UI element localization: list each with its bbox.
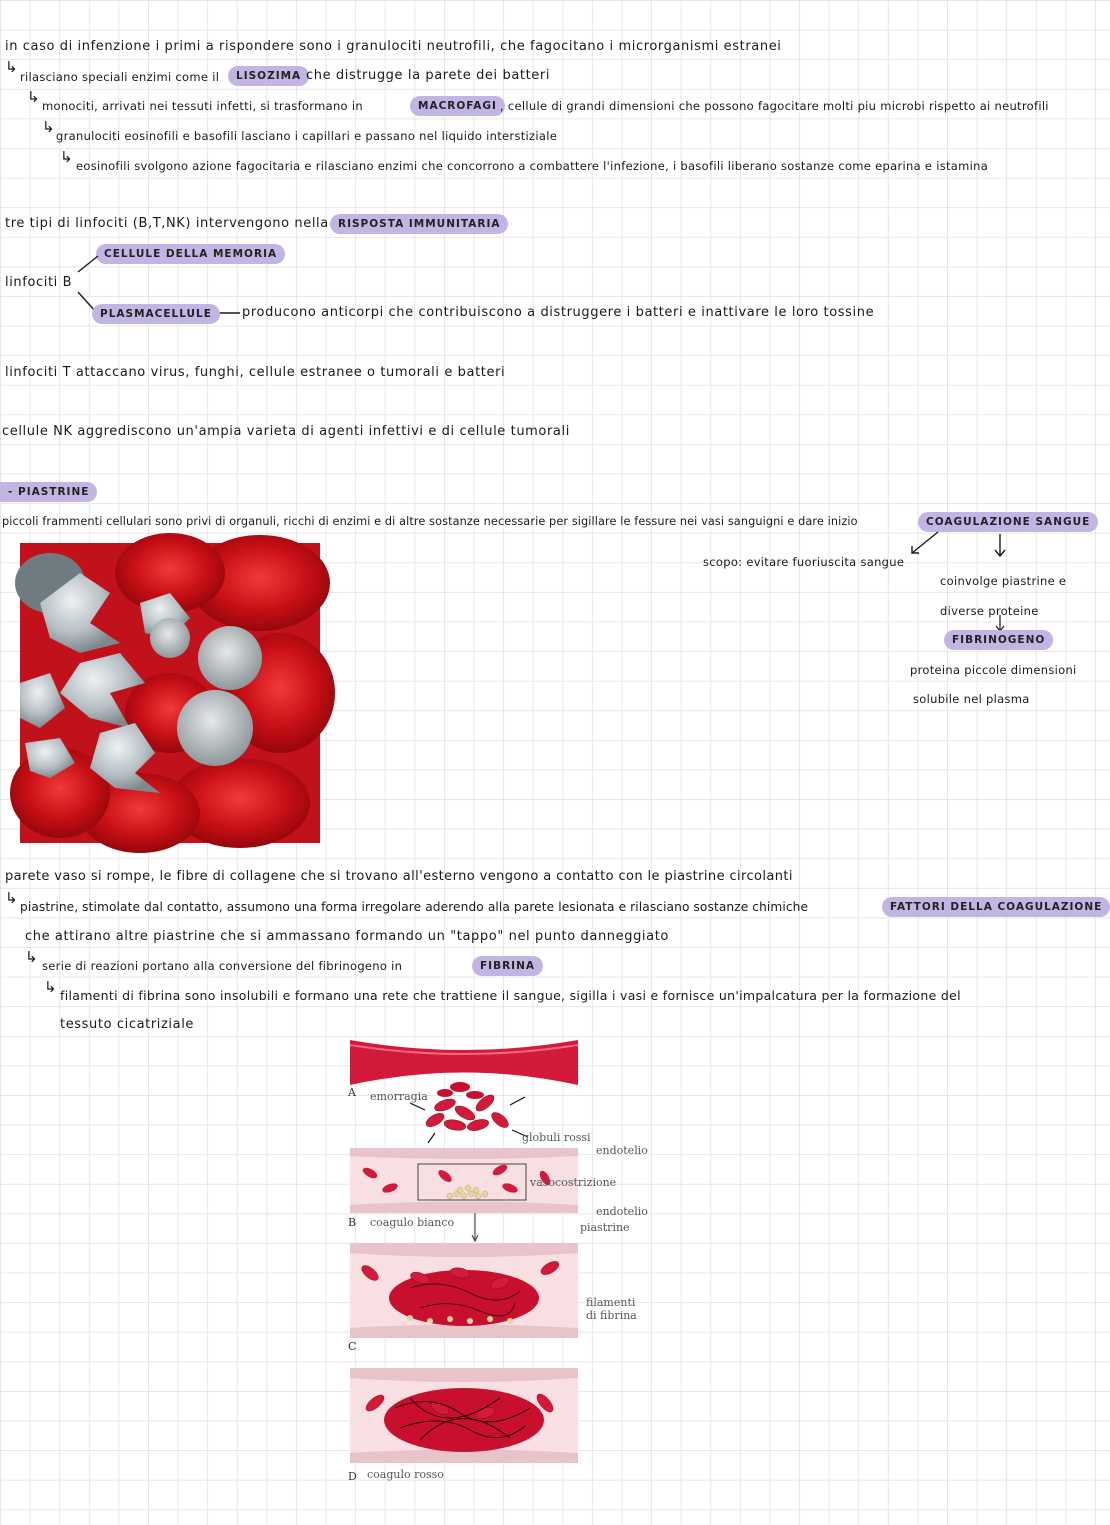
text-coinvolge: coinvolge piastrine e <box>940 574 1067 588</box>
text-line-18: piastrine, stimolate dal contatto, assumono una forma irregolare aderendo alla parete lesionata e rilasciano sostanze chimiche <box>20 900 809 914</box>
text-line-17: parete vaso si rompe, le fibre di collagene che si trovano all'esterno vengono a contatto con le piastrine circolanti <box>5 869 793 884</box>
arrow-icon: ↳ <box>60 148 73 166</box>
text-solubile: solubile nel plasma <box>913 692 1030 706</box>
pill-macrofagi: MACROFAGI <box>410 96 505 116</box>
text-proteina: proteina piccole dimensioni <box>910 663 1077 677</box>
text-line-6: tre tipi di linfociti (B,T,NK) intervengono nella <box>5 216 329 231</box>
arrow-icon: ↳ <box>5 58 18 76</box>
pill-fattori-coagulazione: FATTORI DELLA COAGULAZIONE <box>882 897 1110 917</box>
coag-arrows <box>0 0 1080 700</box>
text-line-3a: monociti, arrivati nei tessuti infetti, si trasformano in <box>42 99 363 113</box>
label-d: D <box>348 1470 357 1483</box>
text-line-21: filamenti di fibrina sono insolubili e formano una rete che trattiene il sangue, sigilla i vasi e fornisce un'impalcatura per la formazione del <box>60 988 961 1003</box>
text-line-19: che attirano altre piastrine che si ammassano formando un "tappo" nel punto danneggiato <box>25 929 669 944</box>
arrow-icon: ↳ <box>27 88 40 106</box>
label-endotelio-2: endotelio <box>596 1205 648 1218</box>
text-line-9: linfociti T attaccano virus, funghi, cellule estranee o tumorali e batteri <box>5 365 506 380</box>
label-a: A <box>348 1086 356 1099</box>
panel-d-red-clot <box>350 1368 578 1463</box>
label-c: C <box>348 1340 357 1353</box>
pill-lisozima: LISOZIMA <box>228 66 309 86</box>
label-emorragia: emorragia <box>370 1090 428 1103</box>
pill-fibrinogeno: FIBRINOGENO <box>944 630 1053 650</box>
pill-cellule-memoria: CELLULE DELLA MEMORIA <box>96 244 285 264</box>
arrow-icon: ↳ <box>42 118 55 136</box>
pill-piastrine-heading: - PIASTRINE <box>0 482 97 502</box>
label-coagulo-bianco: coagulo bianco <box>370 1216 455 1229</box>
arrow-icon: ↳ <box>5 889 18 907</box>
text-scopo: scopo: evitare fuoriuscita sangue <box>703 555 905 569</box>
label-piastrine: piastrine <box>580 1221 630 1234</box>
text-line-1: in caso di infenzione i primi a rispondere sono i granulociti neutrofili, che fagocitano i microrganismi estranei <box>5 39 782 54</box>
text-line-22: tessuto cicatriziale <box>60 1017 195 1032</box>
text-diverse-proteine: diverse proteine <box>940 604 1039 618</box>
text-line-8: producono anticorpi che contribuiscono a distruggere i batteri e inattivare le loro tossine <box>242 305 875 320</box>
text-line-2b: che distrugge la parete dei batteri <box>306 68 551 83</box>
label-endotelio-1: endotelio <box>596 1144 648 1157</box>
label-globuli-rossi: globuli rossi <box>522 1131 591 1144</box>
text-line-11: piccoli frammenti cellulari sono privi di organuli, ricchi di enzimi e di altre sostanze necessarie per sigillare le fessure nei vasi sanguigni e dare inizio <box>2 515 858 528</box>
label-filamenti-1: filamenti <box>586 1296 636 1309</box>
text-linfociti-b: linfociti B <box>5 275 73 290</box>
pill-coagulazione-sangue: COAGULAZIONE SANGUE <box>918 512 1098 532</box>
panel-c-fibrin <box>350 1243 578 1338</box>
text-line-4: granulociti eosinofili e basofili lasciano i capillari e passano nel liquido interstiziale <box>56 129 558 143</box>
pill-plasmacellule: PLASMACELLULE <box>92 304 220 324</box>
label-b: B <box>348 1216 357 1229</box>
pill-fibrina: FIBRINA <box>472 956 543 976</box>
label-coagulo-rosso: coagulo rosso <box>367 1468 444 1481</box>
arrow-icon: ↳ <box>44 978 57 996</box>
text-line-10: cellule NK aggrediscono un'ampia varieta di agenti infettivi e di cellule tumorali <box>2 424 570 439</box>
arrow-b-c-icon <box>470 1213 480 1243</box>
label-filamenti-2: di fibrina <box>586 1309 637 1322</box>
text-line-3b: , cellule di grandi dimensioni che possono fagocitare molti piu microbi rispetto ai neutrofili <box>500 99 1049 113</box>
text-line-20: serie di reazioni portano alla conversione del fibrinogeno in <box>42 959 403 973</box>
pill-risposta-immunitaria: RISPOSTA IMMUNITARIA <box>330 214 508 234</box>
arrow-icon: ↳ <box>25 948 38 966</box>
text-line-2a: rilasciano speciali enzimi come il <box>20 70 220 84</box>
text-line-5: eosinofili svolgono azione fagocitaria e rilasciano enzimi che concorrono a combattere l'infezione, i basofili liberano sostanze come eparina e istamina <box>76 159 989 173</box>
label-vasocostrizione: vasocostrizione <box>530 1176 617 1189</box>
